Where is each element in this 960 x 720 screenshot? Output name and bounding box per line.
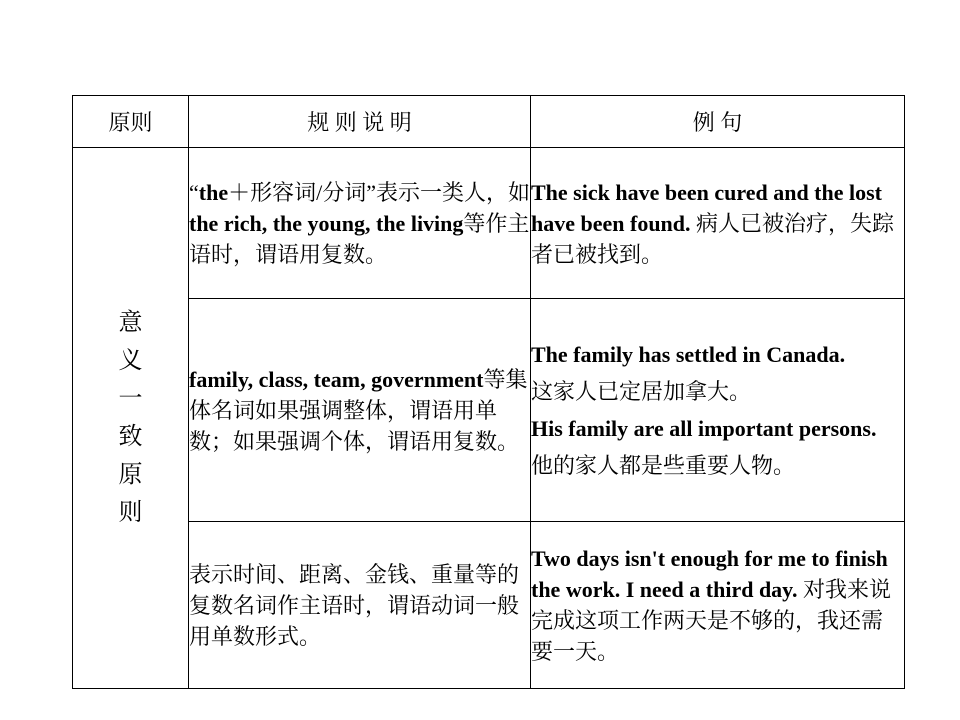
grammar-rules-table bbox=[72, 95, 905, 689]
header-example: 例 句 bbox=[531, 96, 905, 148]
rule-keyword: the rich, the young, the living bbox=[189, 210, 464, 236]
principle-char: 一 bbox=[118, 386, 143, 412]
rule-cell bbox=[189, 522, 531, 689]
example-chinese: 病人已被治疗，失踪者已被找到。 bbox=[531, 210, 895, 267]
rule-keyword: family, class, team, government bbox=[189, 366, 484, 392]
rule-text: ＋形容词/分词”表示一类人，如 bbox=[228, 179, 530, 205]
rule-text: 等集体名词如果强调整体，谓语用单数；如果强调个体，谓语用复数。 bbox=[189, 366, 528, 454]
example-chinese: 对我来说完成这项工作两天是不够的，我还需要一天。 bbox=[531, 577, 891, 664]
principle-cell bbox=[73, 148, 189, 689]
example-cell bbox=[531, 299, 905, 522]
example-english: The family has settled in Canada. bbox=[531, 342, 846, 367]
rule-keyword: the bbox=[198, 179, 229, 205]
example-cell bbox=[531, 522, 905, 689]
example-chinese: 这家人已定居加拿大。 bbox=[531, 379, 752, 404]
example-english: Two days isn't enough for me to finish the work. I need a third day. bbox=[531, 546, 888, 602]
header-principle: 原则 bbox=[73, 96, 189, 148]
table-row bbox=[73, 522, 905, 689]
table-row bbox=[73, 299, 905, 522]
table-row bbox=[73, 148, 905, 299]
example-english: The sick have been cured and the lost have been found. bbox=[531, 179, 883, 236]
rule-text: “ bbox=[189, 179, 199, 205]
rule-cell bbox=[189, 299, 531, 522]
principle-char: 则 bbox=[118, 500, 143, 526]
principle-char: 意 bbox=[118, 310, 143, 336]
principle-vertical-text bbox=[73, 304, 188, 532]
example-chinese: 他的家人都是些重要人物。 bbox=[531, 453, 796, 478]
example-english: His family are all important persons. bbox=[531, 416, 877, 441]
principle-char: 致 bbox=[118, 424, 143, 450]
rule-cell bbox=[189, 148, 531, 299]
example-cell bbox=[531, 148, 905, 299]
rule-text: 等作主语时，谓语用复数。 bbox=[189, 210, 530, 267]
principle-char: 原 bbox=[118, 462, 143, 488]
rule-text: 表示时间、距离、金钱、重量等的复数名词作主语时，谓语动词一般用单数形式。 bbox=[189, 561, 520, 649]
table-header-row bbox=[73, 96, 905, 148]
header-rule: 规 则 说 明 bbox=[189, 96, 531, 148]
principle-char: 义 bbox=[118, 348, 143, 374]
